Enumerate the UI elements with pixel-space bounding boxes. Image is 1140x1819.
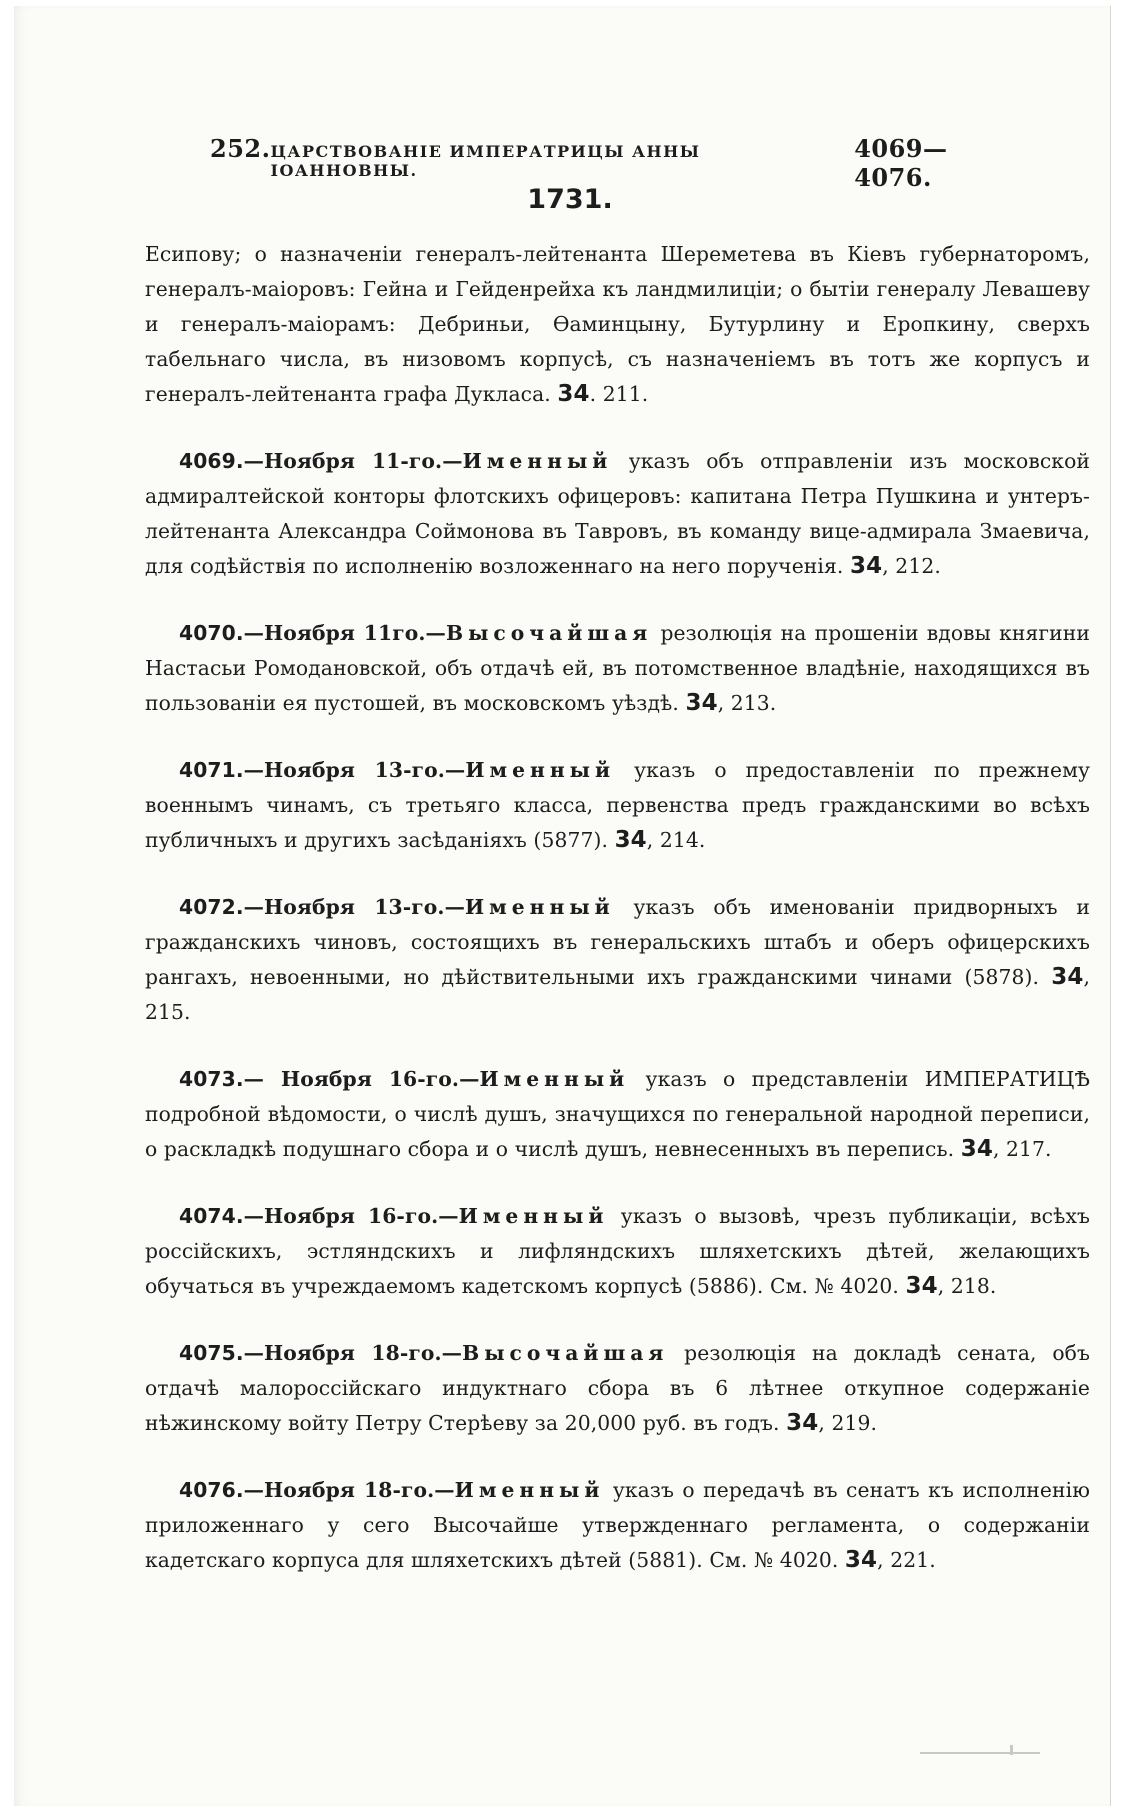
page-number: 252.	[210, 134, 271, 163]
entry-body: указъ о предоставленіи по прежнему военнымъ чинамъ, съ третьяго класса, первенства предъ гражданскими во всѣхъ публичныхъ и другихъ засѣданіяхъ (5877).	[145, 758, 1090, 852]
entry-date: —Ноября 11го.—	[243, 621, 446, 645]
volume-number: 34	[1051, 964, 1084, 990]
entry-date: —Ноября 13-го.—	[243, 895, 465, 919]
entry-body: резолюція на докладѣ сената, объ отдачѣ малороссійскаго индуктнаго сбора въ 6 лѣтнее откупное содержаніе нѣжинскому войту Петру Стерѣеву за 20,000 руб. въ годъ.	[145, 1341, 1090, 1435]
entry-date: —Ноября 13-го.—	[243, 758, 466, 782]
page-ref: , 221.	[877, 1548, 936, 1572]
volume-number: 34	[844, 1547, 878, 1573]
volume-number: 34	[614, 827, 647, 853]
entry-body: указъ объ отправленіи изъ московской адмиралтейской конторы флотскихъ офицеровъ: капитана Петра Пушкина и унтеръ-лейтенанта Александра Соймонова въ Тавровъ, въ команду вице-адмирала Змаевича, для содѣйствія по исполненію возложеннаго на него порученія.	[145, 449, 1090, 578]
page-ref: , 217.	[992, 1137, 1052, 1161]
entry-number: 4070.	[179, 621, 244, 645]
entry-paragraph	[145, 1199, 1090, 1304]
entry-kind: Именный	[465, 758, 616, 782]
page-ref: , 213.	[717, 691, 777, 715]
entry-number: 4074.	[179, 1204, 244, 1228]
page-ref: , 218.	[937, 1274, 997, 1298]
entry-paragraph	[145, 890, 1090, 1030]
page-ref: , 212.	[882, 554, 941, 578]
entry-kind: Именный	[462, 449, 613, 473]
entry-number: 4076.	[179, 1478, 244, 1502]
entry-number: 4071.	[179, 758, 244, 782]
entry-kind: Именный	[464, 895, 615, 919]
body-text	[145, 237, 1090, 1610]
entry-date: —Ноября 16-го.—	[243, 1204, 459, 1228]
entry-date: —Ноября 18-го.—	[243, 1478, 455, 1502]
entry-body: указъ о представленіи ИМПЕРАТИЦѢ подробной вѣдомости, о числѣ душъ, значущихся по генеральной народной переписи, о раскладкѣ подушнаго сбора и о числѣ душъ, невнесенныхъ въ перепись.	[145, 1067, 1091, 1161]
entry-paragraph	[145, 1062, 1090, 1167]
entry-date: — Ноября 16-го.—	[243, 1067, 480, 1091]
page-ref: , 219.	[818, 1411, 878, 1435]
entry-body: резолюція на прошеніи вдовы княгини Настасьи Ромодановской, объ отдачѣ ей, въ потомственное владѣніе, находящихся въ пользованіи ея пустошей, въ московскомъ уѣздѣ.	[145, 621, 1090, 715]
entry-body: указъ о вызовѣ, чрезъ публикаціи, всѣхъ россійскихъ, эстляндскихъ и лифляндскихъ шляхетскихъ дѣтей, желающихъ обучаться въ учреждаемомъ кадетскомъ корпусѣ (5886). См. № 4020.	[145, 1204, 1090, 1298]
entry-paragraph	[145, 1336, 1090, 1441]
entry-paragraph	[145, 1473, 1090, 1578]
page-ref: . 211.	[589, 382, 649, 406]
entry-kind: Именный	[479, 1067, 630, 1091]
running-title: ЦАРСТВОВАНІЕ ИМПЕРАТРИЦЫ АННЫ ІОАННОВНЫ.	[270, 142, 701, 180]
volume-number: 34	[786, 1410, 819, 1436]
scan-smudge	[1010, 1745, 1013, 1755]
entry-body: указъ о передачѣ въ сенатъ къ исполненію приложеннаго у сего Высочайше утвержденнаго регламента, о содержаніи кадетскаго корпуса для шляхетскихъ дѣтей (5881). См. № 4020.	[145, 1478, 1090, 1572]
entry-date: —Ноября 18-го.—	[243, 1341, 463, 1365]
entry-kind: Высочайшая	[445, 621, 653, 645]
entry-number: 4069.	[179, 449, 244, 473]
continuation-text: Есипову; о назначеніи генералъ-лейтенанта Шереметева въ Кіевъ губернаторомъ, генералъ-маіоровъ: Гейна и Гейденрейха къ ландмилиціи; о бытіи генералу Левашеву и генералъ-маіорамъ: Дебриньи, Ѳаминцыну, Бутурлину и Еропкину, сверхъ табельнаго числа, въ низовомъ корпусѣ, съ назначеніемъ въ тотъ же корпусъ и генералъ-лейтенанта графа Дукласа.	[145, 242, 1090, 406]
page-ref: , 214.	[646, 828, 706, 852]
entry-number: 4073.	[179, 1067, 244, 1091]
page-ref: , 215.	[145, 965, 1091, 1024]
entry-range: 4069—4076.	[854, 134, 948, 192]
entry-kind: Именный	[454, 1478, 605, 1502]
volume-number: 34	[685, 690, 718, 716]
volume-number: 34	[905, 1273, 938, 1299]
year-heading: 1731.	[527, 184, 613, 215]
entry-kind: Именный	[458, 1204, 609, 1228]
entry-paragraph	[145, 616, 1090, 721]
entry-paragraph	[145, 444, 1090, 584]
scan-smudge	[920, 1752, 1040, 1754]
volume-number: 34	[557, 381, 590, 407]
entry-body: указъ объ именованіи придворныхъ и гражданскихъ чиновъ, состоящихъ въ генеральскихъ штабъ и оберъ офицерскихъ рангахъ, невоенными, но дѣйствительными ихъ гражданскими чинами (5878).	[145, 895, 1090, 989]
volume-number: 34	[850, 553, 883, 579]
entry-date: —Ноября 11-го.—	[243, 449, 463, 473]
volume-number: 34	[960, 1136, 993, 1162]
entry-kind: Высочайшая	[462, 1341, 669, 1365]
entry-paragraph	[145, 753, 1090, 858]
entry-number: 4075.	[179, 1341, 244, 1365]
continuation-paragraph	[145, 237, 1090, 412]
entry-number: 4072.	[179, 895, 244, 919]
